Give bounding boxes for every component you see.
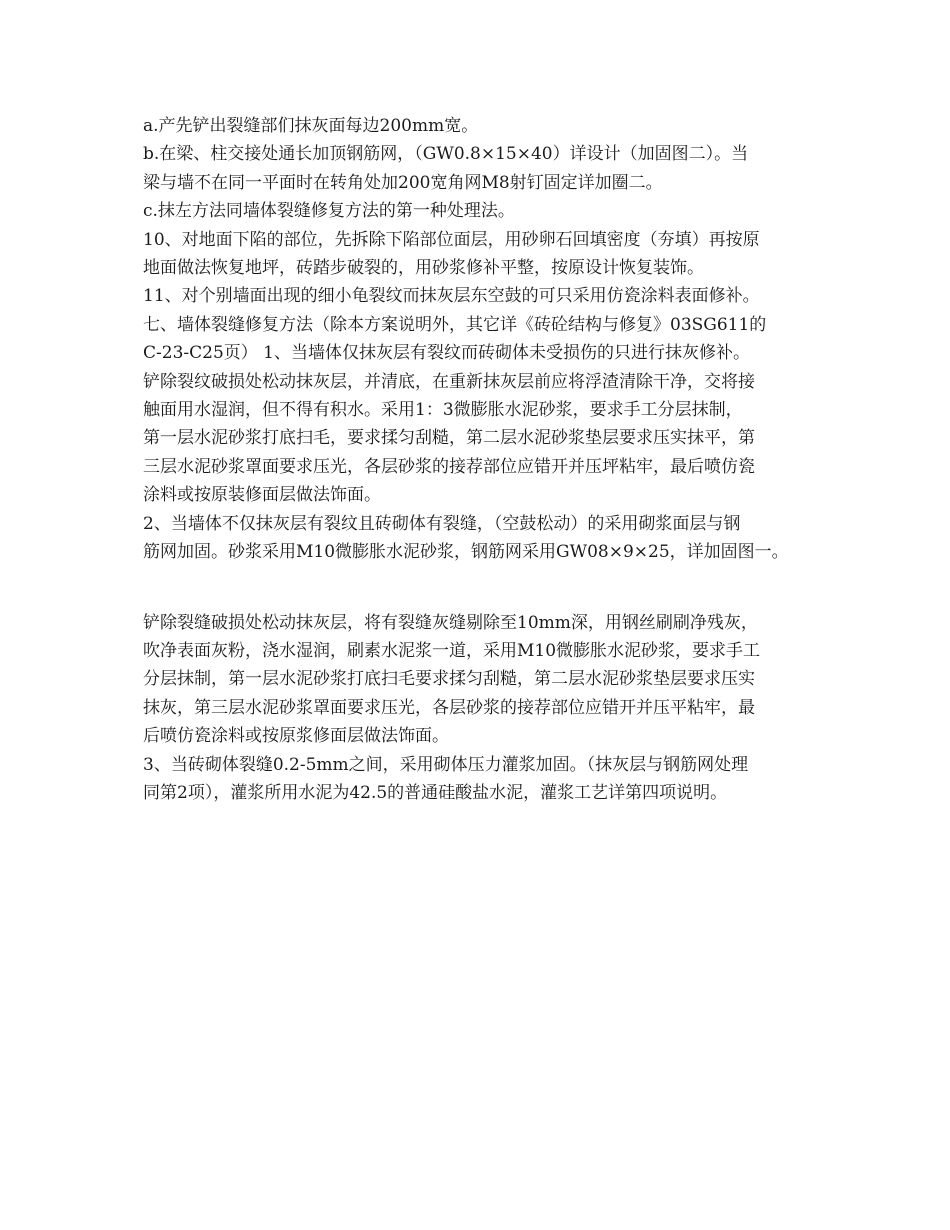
- text-line: 2、当墙体不仅抹灰层有裂纹且砖砌体有裂缝，（空鼓松动）的采用砌浆面层与钢: [143, 513, 741, 534]
- text-line: 地面做法恢复地坪，砖踏步破裂的，用砂浆修补平整，按原设计恢复装饰。: [143, 258, 704, 279]
- paragraph-item-10: [143, 226, 823, 283]
- paragraph-item-2-method: [143, 609, 823, 751]
- paragraph-gap: [143, 567, 823, 609]
- paragraph-a: [143, 112, 823, 140]
- text-line: 梁与墙不在同一平面时在转角处加200宽角网M8射钉固定详加圈二。: [143, 172, 663, 193]
- text-line: 10、对地面下陷的部位，先拆除下陷部位面层，用砂卵石回填密度（夯填）再按原: [143, 229, 760, 250]
- text-line: 11、对个别墙面出现的细小龟裂纹而抹灰层东空鼓的可只采用仿瓷涂料表面修补。: [143, 286, 760, 307]
- text-line: 涂料或按原装修面层做法饰面。: [143, 485, 381, 506]
- text-line: 七、墙体裂缝修复方法（除本方案说明外，其它详《砖砼结构与修复》03SG611的: [143, 314, 767, 335]
- paragraph-item-11: [143, 282, 823, 310]
- text-line: c.抹左方法同墙体裂缝修复方法的第一种处理法。: [143, 201, 515, 222]
- paragraph-b: [143, 140, 823, 197]
- text-line: 铲除裂纹破损处松动抹灰层，并清底，在重新抹灰层前应将浮渣清除干净，交将接: [143, 371, 755, 392]
- text-line: b.在梁、柱交接处通长加顶钢筋网，（GW0.8×15×40）详设计（加固图二）。当: [143, 144, 749, 165]
- paragraph-section-7: [143, 311, 823, 510]
- text-line: 铲除裂缝破损处松动抹灰层，将有裂缝灰缝剔除至10mm深，用钢丝刷刷净残灰，: [143, 612, 758, 633]
- paragraph-c: [143, 197, 823, 225]
- text-line: 吹净表面灰粉，浇水湿润，刷素水泥浆一道，采用M10微膨胀水泥砂浆，要求手工: [143, 640, 761, 661]
- text-line: 三层水泥砂浆罩面要求压光，各层砂浆的接荐部位应错开并压坪粘牢，最后喷仿瓷: [143, 456, 755, 477]
- text-line: 第一层水泥砂浆打底扫毛，要求揉匀刮糙，第二层水泥砂浆垫层要求压实抹平，第: [143, 428, 755, 449]
- text-line: 筋网加固。砂浆采用M10微膨胀水泥砂浆，钢筋网采用GW08×9×25，详加固图一。: [143, 542, 789, 563]
- text-line: 触面用水湿润，但不得有积水。采用1：3微膨胀水泥砂浆，要求手工分层抹制，: [143, 400, 743, 421]
- text-line: 3、当砖砌体裂缝0.2-5mm之间，采用砌体压力灌浆加固。（抹灰层与钢筋网处理: [143, 754, 749, 775]
- paragraph-item-2: [143, 510, 823, 567]
- text-line: C-23-C25页） 1、当墙体仅抹灰层有裂纹而砖砌体未受损伤的只进行抹灰修补。: [143, 343, 750, 364]
- text-line: 同第2项），灌浆所用水泥为42.5的普通硅酸盐水泥，灌浆工艺详第四项说明。: [143, 782, 728, 803]
- text-line: 后喷仿瓷涂料或按原浆修面层做法饰面。: [143, 726, 449, 747]
- document-body: [143, 112, 823, 807]
- text-line: a.产先铲出裂缝部们抹灰面每边200mm宽。: [143, 116, 479, 136]
- paragraph-item-3: [143, 751, 823, 808]
- text-line: 抹灰，第三层水泥砂浆罩面要求压光，各层砂浆的接荐部位应错开并压平粘牢，最: [143, 697, 755, 718]
- text-line: 分层抹制，第一层水泥砂浆打底扫毛要求揉匀刮糙，第二层水泥砂浆垫层要求压实: [143, 669, 755, 690]
